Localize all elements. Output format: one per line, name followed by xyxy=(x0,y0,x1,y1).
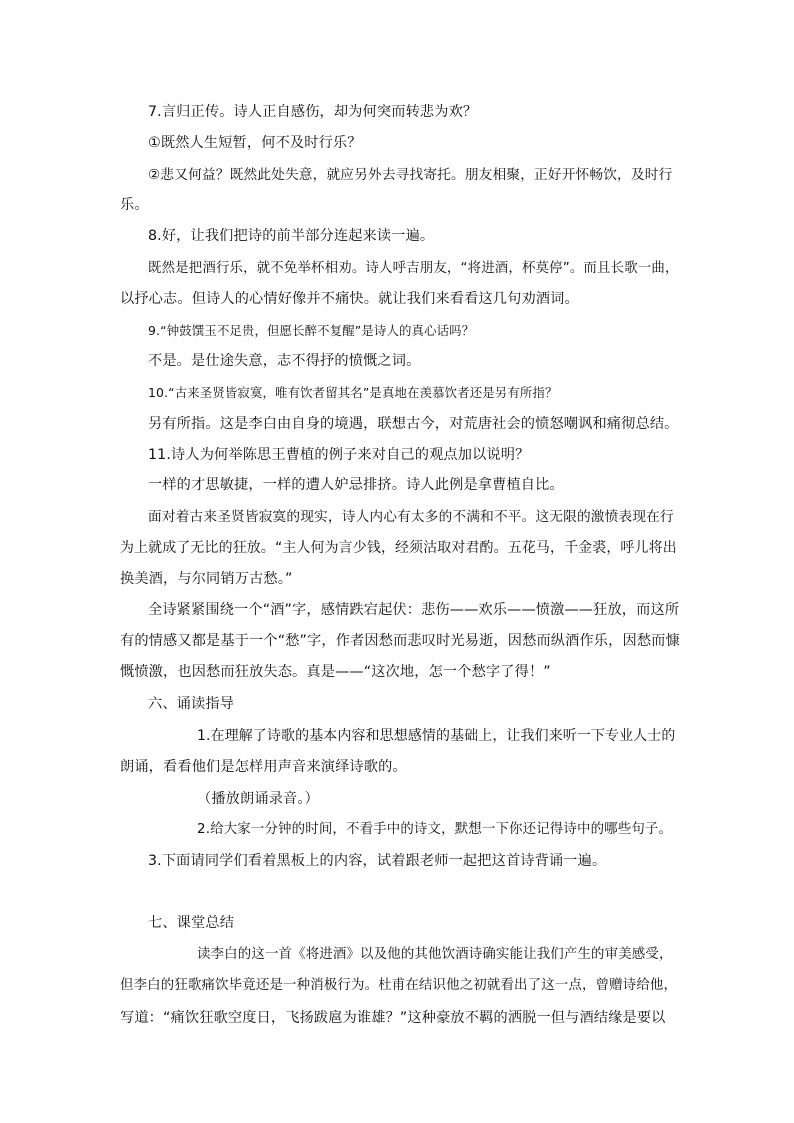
answer-11: 一样的才思敏捷，一样的遭人妒忌排挤。诗人此例是拿曹植自比。 xyxy=(148,477,564,493)
guide-1: 1.在理解了诗歌的基本内容和思想感情的基础上，让我们来听一下专业人士的 xyxy=(197,728,676,744)
paragraph-3: 全诗紧紧围绕一个“酒”字，感情跌宕起伏：悲伤——欢乐——愤激——狂放，而这所 xyxy=(148,602,680,618)
guide-1-cont: 朗诵，看看他们是怎样用声音来演绎诗歌的。 xyxy=(120,759,407,775)
question-11: 11.诗人为何举陈思王曹植的例子来对自己的观点加以说明？ xyxy=(148,447,530,463)
guide-3: 3.下面请同学们看着黑板上的内容，试着跟老师一起把这首诗背诵一遍。 xyxy=(148,853,607,869)
paragraph-3-cont-1: 有的情感又都是基于一个“愁”字，作者因愁而悲叹时光易逝，因愁而纵酒作乐，因愁而慷 xyxy=(120,633,680,649)
paragraph-2-cont-2: 换美酒，与尔同销万古愁。” xyxy=(120,571,293,587)
paragraph-1: 既然是把酒行乐，就不免举杯相劝。诗人呼吉朋友，“将进酒，杯莫停”。而且长歌一曲， xyxy=(148,261,679,276)
summary-paragraph: 读李白的这一首《将进酒》以及他的其他饮酒诗确实能让我们产生的审美感受， xyxy=(197,947,673,962)
guide-note: （播放朗诵录音。） xyxy=(197,791,319,807)
answer-7-1: ①既然人生短暂，何不及时行乐？ xyxy=(148,135,362,151)
question-10: 10.“古来圣贤皆寂寞，唯有饮者留其名”是真地在羡慕饮者还是另有所指？ xyxy=(148,385,558,400)
answer-7-2-cont: 乐。 xyxy=(120,197,149,213)
guide-2: 2.给大家一分钟的时间，不看手中的诗文，默想一下你还记得诗中的哪些句子。 xyxy=(197,822,673,837)
answer-7-2: ②悲又何益？既然此处失意，就应另外去寻找寄托。朋友相聚，正好开怀畅饮，及时行 xyxy=(148,167,673,183)
question-7: 7.言归正传。诗人正自感伤，却为何突而转悲为欢？ xyxy=(148,104,478,120)
paragraph-3-cont-2: 慨愤激，也因愁而狂放失态。真是——“这次地，怎一个愁字了得！” xyxy=(120,664,551,680)
section-heading-6: 六、诵读指导 xyxy=(148,696,235,712)
answer-10: 另有所指。这是李白由自身的境遇，联想古今，对荒唐社会的愤怒嘲讽和痛彻总结。 xyxy=(148,416,679,432)
section-heading-7: 七、课堂总结 xyxy=(148,915,235,931)
summary-paragraph-cont-2: 写道：“痛饮狂歌空度日，飞扬跋扈为谁雄？”这种豪放不羁的洒脱一但与酒结缘是要以 xyxy=(120,1010,666,1026)
answer-9: 不是。是仕途失意，志不得抒的愤慨之词。 xyxy=(148,353,421,369)
paragraph-2: 面对着古来圣贤皆寂寞的现实，诗人内心有太多的不满和不平。这无限的激愤表现在行 xyxy=(148,509,674,525)
question-9: 9.“钟鼓馔玉不足贵，但愿长醉不复醒”是诗人的真心话吗？ xyxy=(148,323,475,338)
paragraph-2-cont-1: 为上就成了无比的狂放。“主人何为言少钱，经须沽取对君酌。五花马，千金裘，呼儿将出 xyxy=(120,540,677,556)
paragraph-1-cont: 以抒心志。但诗人的心情好像并不痛快。就让我们来看看这几句劝酒词。 xyxy=(120,291,579,307)
item-8: 8.好，让我们把诗的前半部分连起来读一遍。 xyxy=(148,228,435,244)
summary-paragraph-cont-1: 但李白的狂歌痛饮毕竟还是一种消极行为。杜甫在结识他之初就看出了这一点，曾赠诗给他， xyxy=(120,978,678,993)
